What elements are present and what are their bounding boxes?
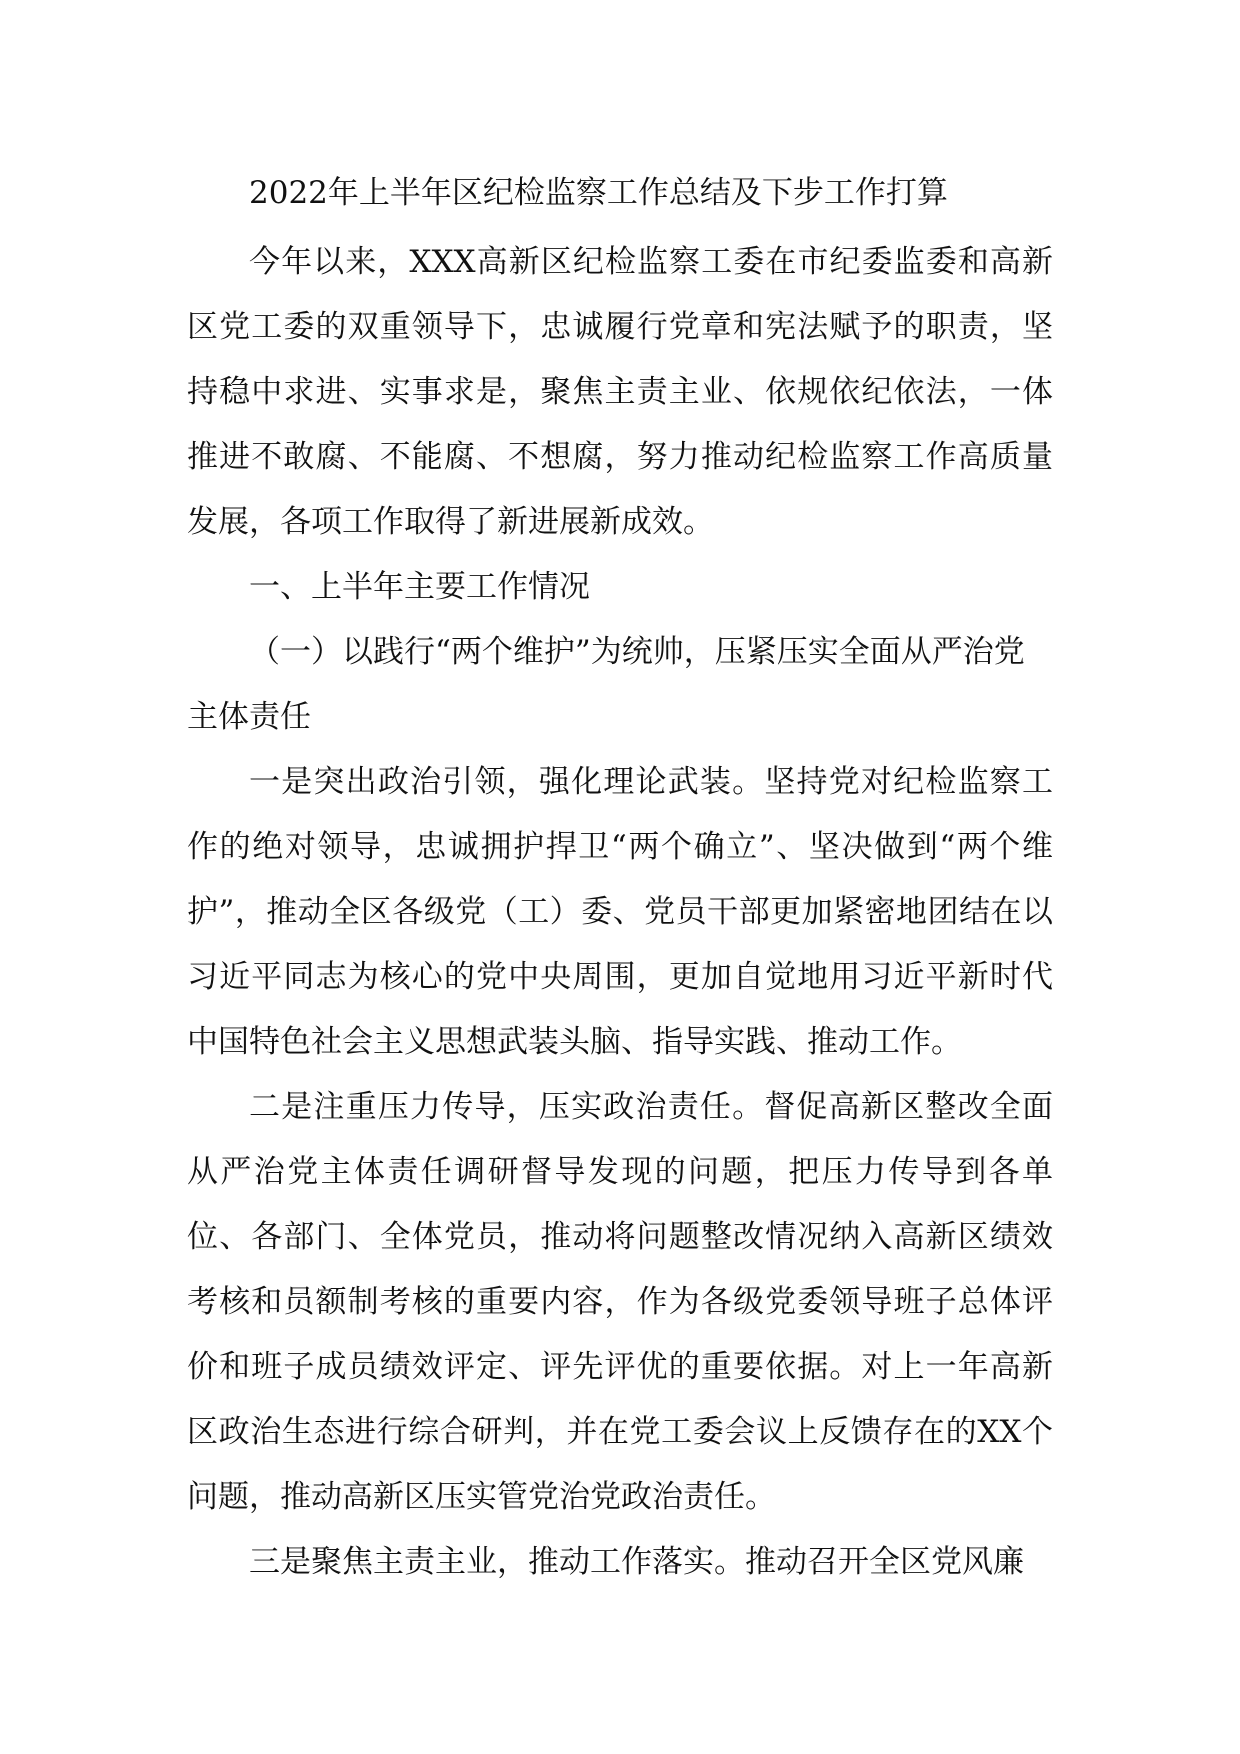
- paragraph-point-3: 三是聚焦主责主业，推动工作落实。推动召开全区党风廉: [249, 1544, 1024, 1580]
- subsection-heading-1: （一）以践行“两个维护”为统帅，压紧压实全面从严治党主体责任: [187, 634, 1025, 735]
- paragraph-intro: 今年以来，XXX高新区纪检监察工委在市纪委监委和高新区党工委的双重领导下，忠诚履行党章和宪法赋予的职责，坚持稳中求进、实事求是，聚焦主责主业、依规依纪依法，一体推进不敢腐、不能腐、不想腐，努力推动纪检监察工作高质量发展，各项工作取得了新进展新成效。: [187, 244, 1053, 540]
- document-title: 2022年上半年区纪检监察工作总结及下步工作打算: [249, 175, 948, 211]
- paragraph-point-2: 二是注重压力传导，压实政治责任。督促高新区整改全面从严治党主体责任调研督导发现的问题，把压力传导到各单位、各部门、全体党员，推动将问题整改情况纳入高新区绩效考核和员额制考核的重要内容，作为各级党委领导班子总体评价和班子成员绩效评定、评先评优的重要依据。对上一年高新区政治生态进行综合研判，并在党工委会议上反馈存在的XX个问题，推动高新区压实管党治党政治责任。: [187, 1089, 1053, 1515]
- document-body: [187, 172, 1053, 1595]
- section-heading-1: 一、上半年主要工作情况: [249, 569, 590, 605]
- paragraph-point-1: 一是突出政治引领，强化理论武装。坚持党对纪检监察工作的绝对领导，忠诚拥护捍卫“两个确立”、坚决做到“两个维护”，推动全区各级党（工）委、党员干部更加紧密地团结在以习近平同志为核心的党中央周围，更加自觉地用习近平新时代中国特色社会主义思想武装头脑、指导实践、推动工作。: [187, 764, 1053, 1060]
